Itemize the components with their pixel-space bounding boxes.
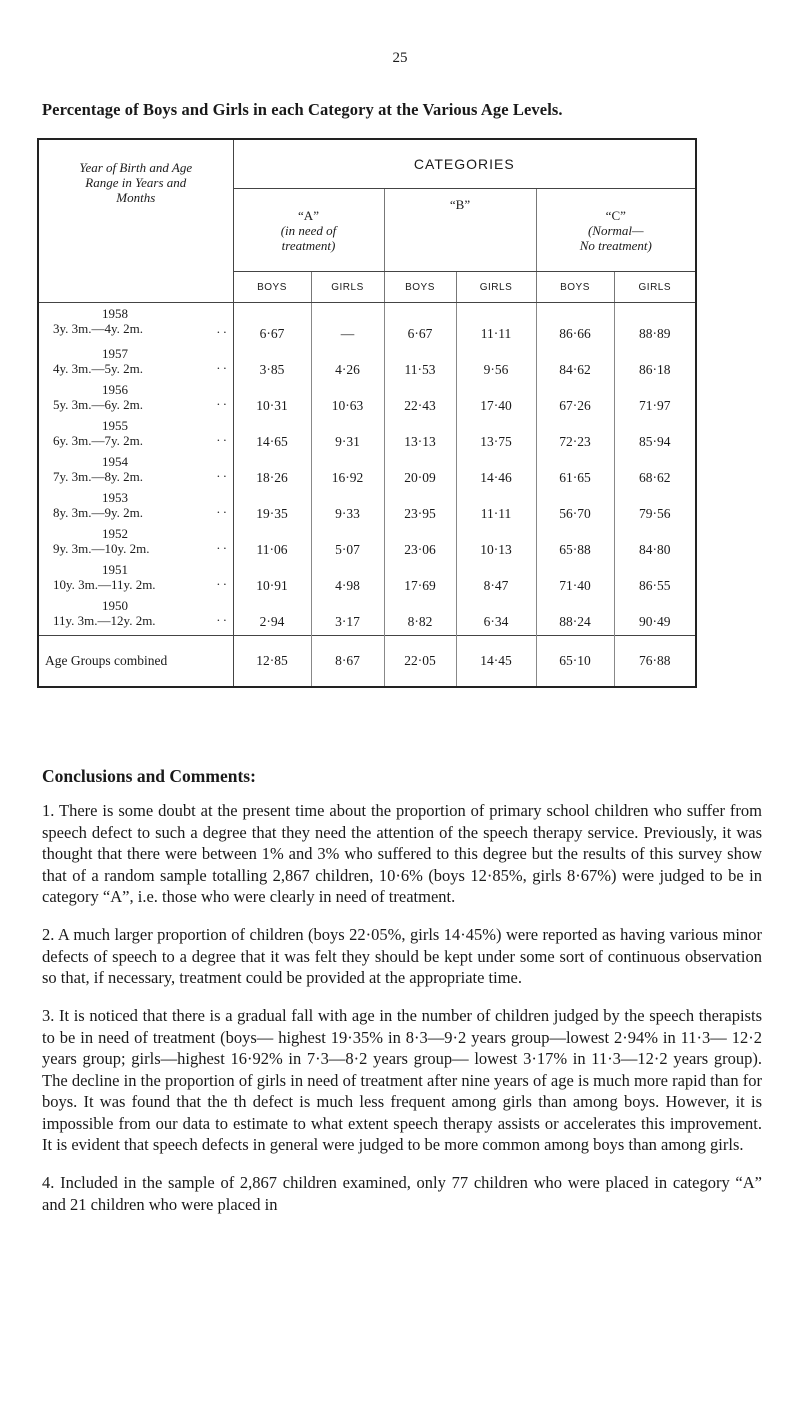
cell-a-girls: 4·98 — [311, 563, 384, 599]
age-range-cell: 1952 9y. 3m.—10y. 2m. . . — [38, 527, 233, 563]
cell-b-boys: 8·82 — [384, 599, 456, 636]
cell-c-girls: 88·89 — [614, 303, 696, 348]
boys-header: BOYS — [233, 272, 311, 303]
cell-b-girls: 13·75 — [456, 419, 536, 455]
cell-c-boys: 71·40 — [536, 563, 614, 599]
cell-b-boys: 13·13 — [384, 419, 456, 455]
paragraph: 3. It is noticed that there is a gradual fall with age in the number of children judged by the speech therapists to be in need of treatment (boys— highest 19·35% in 8·3—9·2 years group—lowest 2·94% in 11·3— 12·2 years group; girls—highest 16·92% in 7·3—8·2 years group— lowest 3·17% in 11·3—12·2 years group). The decline in the proportion of girls in need of treatment after nine years of age is much more rapid than for boys. It was found that the th defect is much less frequent among girls than among boys. However, it is impossible from our data to estimate to what extent speech therapy assists or accelerates this improvement. It is evident that speech defects in general were judged to be more common among boys than among girls. — [42, 1006, 762, 1154]
cell-c-boys: 65·88 — [536, 527, 614, 563]
age-range: 6y. 3m.—7y. 2m. — [53, 433, 144, 448]
cell-b-girls: 8·47 — [456, 563, 536, 599]
cell-c-girls: 84·80 — [614, 527, 696, 563]
girls-header: GIRLS — [456, 272, 536, 303]
cell-a-boys: 10·91 — [233, 563, 311, 599]
cell-c-boys: 88·24 — [536, 599, 614, 636]
table-title: Percentage of Boys and Girls in each Category at the Various Age Levels. — [42, 100, 563, 119]
row-header-line: Year of Birth and Age — [79, 160, 193, 175]
cell-c-boys: 56·70 — [536, 491, 614, 527]
age-range-cell: 1957 4y. 3m.—5y. 2m. . . — [38, 347, 233, 383]
cell-b-boys: 22·43 — [384, 383, 456, 419]
cell-c-girls: 68·62 — [614, 455, 696, 491]
cell-a-boys: 18·26 — [233, 455, 311, 491]
cell-a-girls: 4·26 — [311, 347, 384, 383]
cell-c-boys: 72·23 — [536, 419, 614, 455]
row-header — [38, 139, 233, 303]
categories-header: CATEGORIES — [233, 139, 696, 189]
category-c-header — [536, 189, 696, 272]
category-b-header — [384, 189, 536, 272]
birth-year: 1956 — [102, 382, 128, 397]
cell-c-girls: 86·55 — [614, 563, 696, 599]
cell-a-boys: 10·31 — [233, 383, 311, 419]
paragraph: 1. There is some doubt at the present time about the proportion of primary school children who suffer from speech defect to such a degree that they need the attention of the speech therapy service. Previously, it was thought that there were between 1% and 3% who suffered to this degree but the results of this survey show that of a random sample totalling 2,867 children, 10·6% (boys 12·85%, girls 8·67%) were judged to be in category “A”, i.e. those who were clearly in need of treatment. — [42, 801, 762, 906]
row-header-line: Range in Years and — [85, 175, 187, 190]
age-range: 4y. 3m.—5y. 2m. — [53, 361, 144, 376]
age-range: 11y. 3m.—12y. 2m. — [53, 613, 156, 628]
cell-c-girls: 71·97 — [614, 383, 696, 419]
cell-a-girls: 10·63 — [311, 383, 384, 419]
cell-b-boys: 23·95 — [384, 491, 456, 527]
cell-b-girls: 11·11 — [456, 303, 536, 348]
category-c-desc: (Normal— — [587, 222, 644, 238]
cell-a-girls: 5·07 — [311, 527, 384, 563]
category-a-label: “A” — [298, 207, 319, 223]
table-row — [38, 455, 696, 491]
cell-a-girls: 3·17 — [311, 599, 384, 636]
table-row — [38, 491, 696, 527]
conclusions-heading: Conclusions and Comments: — [42, 766, 256, 786]
total-row — [38, 636, 696, 688]
category-a-header — [233, 189, 384, 272]
table-row — [38, 599, 696, 636]
total-a-girls: 8·67 — [311, 636, 384, 688]
cell-c-boys: 67·26 — [536, 383, 614, 419]
birth-year: 1951 — [102, 562, 128, 577]
cell-b-boys: 17·69 — [384, 563, 456, 599]
category-c-desc: No treatment) — [579, 237, 652, 253]
results-table-container — [37, 138, 695, 688]
cell-c-boys: 84·62 — [536, 347, 614, 383]
cell-b-boys: 6·67 — [384, 303, 456, 348]
total-b-boys: 22·05 — [384, 636, 456, 688]
table-row — [38, 383, 696, 419]
conclusions-section — [42, 766, 762, 1225]
total-c-boys: 65·10 — [536, 636, 614, 688]
page-number: 25 — [392, 50, 408, 66]
cell-a-boys: 3·85 — [233, 347, 311, 383]
cell-c-boys: 61·65 — [536, 455, 614, 491]
cell-c-girls: 85·94 — [614, 419, 696, 455]
cell-a-girls: 9·33 — [311, 491, 384, 527]
girls-header: GIRLS — [614, 272, 696, 303]
category-b-label: “B” — [449, 197, 471, 212]
cell-a-boys: 19·35 — [233, 491, 311, 527]
table-row — [38, 347, 696, 383]
category-a-desc: treatment) — [281, 237, 336, 253]
paragraph: 2. A much larger proportion of children (boys 22·05%, girls 14·45%) were reported as having various minor defects of speech to a degree that it was felt they should be kept under some sort of continuous observation so that, if necessary, treatment could be provided at the appropriate time. — [42, 925, 762, 987]
total-c-girls: 76·88 — [614, 636, 696, 688]
cell-b-girls: 17·40 — [456, 383, 536, 419]
cell-a-girls: — — [311, 303, 384, 348]
cell-c-girls: 79·56 — [614, 491, 696, 527]
cell-b-girls: 6·34 — [456, 599, 536, 636]
birth-year: 1958 — [102, 306, 128, 321]
cell-b-girls: 14·46 — [456, 455, 536, 491]
total-label: Age Groups combined — [38, 636, 233, 688]
age-range-cell: 1958 3y. 3m.—4y. 2m. . . — [38, 303, 233, 348]
birth-year: 1957 — [102, 346, 128, 361]
birth-year: 1953 — [102, 490, 128, 505]
age-range: 5y. 3m.—6y. 2m. — [53, 397, 144, 412]
row-header-line: Months — [116, 190, 156, 205]
cell-a-boys: 11·06 — [233, 527, 311, 563]
birth-year: 1952 — [102, 526, 128, 541]
cell-a-boys: 6·67 — [233, 303, 311, 348]
results-table — [37, 138, 697, 688]
age-range-cell: 1956 5y. 3m.—6y. 2m. . . — [38, 383, 233, 419]
girls-header: GIRLS — [311, 272, 384, 303]
age-range-cell: 1950 11y. 3m.—12y. 2m. . . — [38, 599, 233, 636]
cell-b-boys: 23·06 — [384, 527, 456, 563]
age-range: 3y. 3m.—4y. 2m. — [53, 321, 144, 336]
boys-header: BOYS — [384, 272, 456, 303]
age-range: 7y. 3m.—8y. 2m. — [53, 469, 144, 484]
birth-year: 1954 — [102, 454, 128, 469]
table-row — [38, 303, 696, 348]
table-row — [38, 419, 696, 455]
cell-b-boys: 20·09 — [384, 455, 456, 491]
cell-a-boys: 2·94 — [233, 599, 311, 636]
category-c-label: “C” — [605, 207, 626, 223]
cell-b-girls: 9·56 — [456, 347, 536, 383]
cell-a-girls: 9·31 — [311, 419, 384, 455]
cell-b-girls: 10·13 — [456, 527, 536, 563]
table-row — [38, 527, 696, 563]
paragraph: 4. Included in the sample of 2,867 children examined, only 77 children who were placed in category “A” and 21 children who were placed in — [42, 1173, 762, 1214]
cell-c-boys: 86·66 — [536, 303, 614, 348]
cell-a-girls: 16·92 — [311, 455, 384, 491]
cell-c-girls: 86·18 — [614, 347, 696, 383]
cell-b-boys: 11·53 — [384, 347, 456, 383]
age-range: 9y. 3m.—10y. 2m. — [53, 541, 150, 556]
age-range-cell: 1954 7y. 3m.—8y. 2m. . . — [38, 455, 233, 491]
age-range: 10y. 3m.—11y. 2m. — [53, 577, 156, 592]
birth-year: 1950 — [102, 598, 128, 613]
cell-b-girls: 11·11 — [456, 491, 536, 527]
boys-header: BOYS — [536, 272, 614, 303]
age-range: 8y. 3m.—9y. 2m. — [53, 505, 144, 520]
total-a-boys: 12·85 — [233, 636, 311, 688]
cell-a-boys: 14·65 — [233, 419, 311, 455]
table-row — [38, 563, 696, 599]
total-b-girls: 14·45 — [456, 636, 536, 688]
age-range-cell: 1955 6y. 3m.—7y. 2m. . . — [38, 419, 233, 455]
age-range-cell: 1953 8y. 3m.—9y. 2m. . . — [38, 491, 233, 527]
cell-c-girls: 90·49 — [614, 599, 696, 636]
age-range-cell: 1951 10y. 3m.—11y. 2m. . . — [38, 563, 233, 599]
birth-year: 1955 — [102, 418, 128, 433]
category-a-desc: (in need of — [280, 222, 337, 238]
